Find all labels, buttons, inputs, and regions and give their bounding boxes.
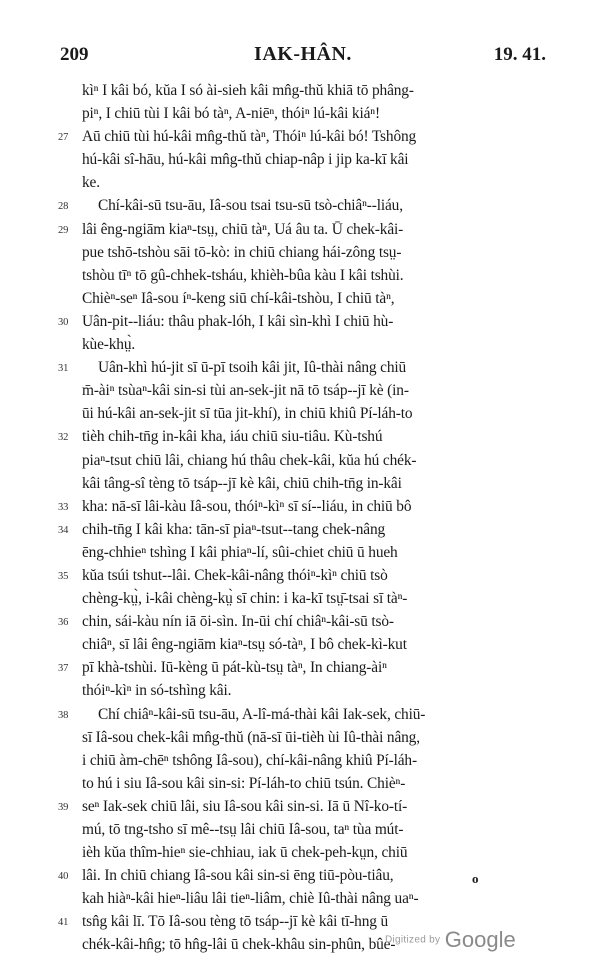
text-line <box>58 518 552 541</box>
text-line <box>82 887 552 910</box>
page-header <box>60 40 546 68</box>
line-text: Uân-khì hú-jit sī ū-pī tsoih kâi jit, Iû-thài nâng chiū <box>98 359 407 377</box>
text-line <box>82 679 552 702</box>
verse-number: 38 <box>58 709 69 721</box>
line-text: ēng-chhieⁿ tshìng I kâi phiaⁿ-lí, sûi-chiet chiū ū hueh <box>82 543 398 561</box>
line-text: piaⁿ-tsut chiū lâi, chiang hú thâu chek-kâi, kŭa hú chék- <box>82 451 417 469</box>
line-text: kha: nā-sī lâi-kàu Iâ-sou, thóiⁿ-kìⁿ sī sí--liáu, in chiū bô <box>82 497 412 515</box>
line-text: pī khà-tshùi. Iū-kèng ū pát-kù-tsṳ tàⁿ, In chiang-àiⁿ <box>82 659 387 677</box>
line-text: ke. <box>82 174 100 192</box>
line-text: chèng-kṳ̀, i-kâi chèng-kṳ̀ sī chin: i ka-kī tsṳ̄-tsai sī tàⁿ- <box>82 590 408 608</box>
verse-number: 41 <box>58 917 69 929</box>
watermark-prefix: Digitized by <box>385 934 441 946</box>
line-text: seⁿ Iak-sek chiū lâi, siu Iâ-sou kâi sin-si. Iā ū Nî-ko-tí- <box>82 797 408 815</box>
line-text: mú, tō tng-tsho sī mê--tsṳ lâi chiū Iâ-sou, taⁿ tùa mút- <box>82 821 404 838</box>
text-line <box>82 449 552 472</box>
line-text: Chí chiâⁿ-kâi-sū tsu-āu, A-lî-má-thài kâi Iak-sek, chiū- <box>98 705 426 723</box>
line-text: kŭa tsúi tshut--lâi. Chek-kâi-nâng thóiⁿ-kìⁿ chiū tsò <box>82 566 388 584</box>
line-text: lâi. In chiū chiang Iâ-sou kâi sin-si ēng tiū-pòu-tiâu, <box>82 867 394 885</box>
text-line <box>82 749 552 772</box>
text-line <box>82 333 552 356</box>
text-line <box>82 587 552 610</box>
text-line <box>82 841 552 864</box>
line-text: chiâⁿ, sī lâi êng-ngiām kiaⁿ-tsṳ só-tàⁿ, I bô chek-kì-kut <box>82 636 407 654</box>
verse-number: 37 <box>58 663 69 675</box>
verse-number: 36 <box>58 617 69 629</box>
line-text: thóiⁿ-kìⁿ in só-tshìng kâi. <box>82 682 232 700</box>
line-text: Aū chiū tùi hú-kâi mn̂g-thŭ tàⁿ, Thóiⁿ lú-kâi bó! Tshông <box>82 128 417 146</box>
line-text: pue tshō-tshòu sāi tō-kò: in chiū chiang hái-zông tsṳ- <box>82 243 402 261</box>
page-number: 209 <box>60 44 89 65</box>
line-text: chin, sái-kàu nín iā ōi-sìn. In-ūi chí chiâⁿ-kâi-sū tsò- <box>82 613 394 631</box>
line-text: kah hiàⁿ-kâi hieⁿ-liâu lâi tieⁿ-liâm, chiè Iû-thài nâng uaⁿ- <box>82 890 419 908</box>
google-logo: Google <box>444 927 516 952</box>
text-line <box>82 402 552 425</box>
line-text: kùe-khṳ̀. <box>82 336 136 354</box>
verse-number: 35 <box>58 570 69 582</box>
text-line <box>58 610 552 633</box>
verse-number: 32 <box>58 432 69 444</box>
text-line <box>58 703 552 726</box>
line-text: kâi tâng-sî tèng tō tsáp--jī kè kâi, chiū chih-tn̄g in-kâi <box>82 474 402 492</box>
text-line <box>82 726 552 749</box>
line-text: tshòu tīⁿ tō gû-chhek-tsháu, khièh-bûa kàu I kâi tshùi. <box>82 266 404 284</box>
verse-number: 30 <box>58 316 69 328</box>
text-line <box>82 379 552 402</box>
verse-number: 28 <box>58 201 69 213</box>
text-line <box>82 79 552 102</box>
line-text: m̄-àiⁿ tsùaⁿ-kâi sin-si tùi an-sek-jit nā tō tsáp--jī kè (in- <box>82 382 409 400</box>
line-text: tsn̂g kâi lī. Tō Iâ-sou tèng tō tsáp--jī kè kâi tī-hng ū <box>82 913 389 931</box>
text-line <box>58 564 552 587</box>
verse-number: 33 <box>58 501 69 513</box>
line-text: ūi hú-kâi an-sek-jit sī tūa jit-khí), in chiū khiû Pí-láh-to <box>82 405 413 423</box>
text-line <box>58 194 552 217</box>
line-text: to hú i siu Iâ-sou kâi sin-si: Pí-láh-to chiū tsún. Chièⁿ- <box>82 774 406 792</box>
text-line <box>82 241 552 264</box>
verse-number: 39 <box>58 801 69 813</box>
text-line <box>82 633 552 656</box>
digitization-watermark <box>385 927 516 951</box>
text-line <box>58 125 552 148</box>
text-line <box>82 102 552 125</box>
line-text: chih-tn̄g I kâi kha: tān-sī piaⁿ-tsut--tang chek-nâng <box>82 520 386 538</box>
text-line <box>58 864 552 887</box>
line-text: chék-kâi-hn̂g; tō hn̂g-lâi ū chek-khâu sin-phûn, bûe- <box>82 936 396 954</box>
line-text: i chiū àm-chēⁿ tshông Iâ-sou), chí-kâi-nâng khiû Pí-láh- <box>82 751 417 769</box>
line-text: Chí-kâi-sū tsu-āu, Iâ-sou tsai tsu-sū tsò-chiâⁿ--liáu, <box>98 197 403 215</box>
line-text: tièh chih-tn̄g in-kâi kha, iáu chiū siu-tiâu. Kù-tshú <box>82 428 383 446</box>
text-line <box>82 818 552 841</box>
line-text: lâi êng-ngiām kiaⁿ-tsṳ, chiū tàⁿ, Uá âu ta. Ū chek-kâi- <box>82 220 404 238</box>
verse-number: 29 <box>58 224 69 236</box>
verse-number: 27 <box>58 132 69 144</box>
scripture-text-block <box>58 79 552 957</box>
line-text: ièh kŭa thîm-hieⁿ sie-chhiau, iak ū chek-peh-kṳn, chiū <box>82 844 408 862</box>
line-text: sī Iâ-sou chek-kâi mn̂g-thŭ (nā-sī ūi-tièh ùi Iû-thài nâng, <box>82 728 420 746</box>
line-text: Chièⁿ-seⁿ Iâ-sou íⁿ-keng siū chí-kâi-tshòu, I chiū tàⁿ, <box>82 289 395 307</box>
text-line <box>58 310 552 333</box>
text-line <box>82 148 552 171</box>
line-text: kìⁿ I kâi bó, kŭa I só ài-sieh kâi mn̂g-thŭ khiā tō phâng- <box>82 82 414 99</box>
book-title: IAK-HÂN. <box>254 43 352 65</box>
text-line <box>82 171 552 194</box>
text-line <box>58 356 552 379</box>
text-line <box>58 218 552 241</box>
verse-number: 31 <box>58 363 69 375</box>
line-text: Uân-pit--liáu: thâu phak-lóh, I kâi sìn-khì I chiū hù- <box>82 312 394 330</box>
text-line <box>82 287 552 310</box>
text-line <box>58 656 552 679</box>
text-line <box>58 495 552 518</box>
text-line <box>58 795 552 818</box>
signature-mark: o <box>472 871 479 886</box>
text-line <box>58 425 552 448</box>
verse-number: 40 <box>58 871 69 883</box>
text-line <box>82 264 552 287</box>
text-line <box>82 541 552 564</box>
text-line <box>82 772 552 795</box>
line-text: hú-kâi sî-hāu, hú-kâi mn̂g-thŭ chiap-nâp i jip ka-kī kâi <box>82 151 409 169</box>
text-line <box>82 472 552 495</box>
chapter-verse-ref: 19. 41. <box>493 44 546 65</box>
verse-number: 34 <box>58 524 69 536</box>
line-text: piⁿ, I chiū tùi I kâi bó tàⁿ, A-niēⁿ, thóiⁿ lú-kâi kiáⁿ! <box>82 105 380 123</box>
